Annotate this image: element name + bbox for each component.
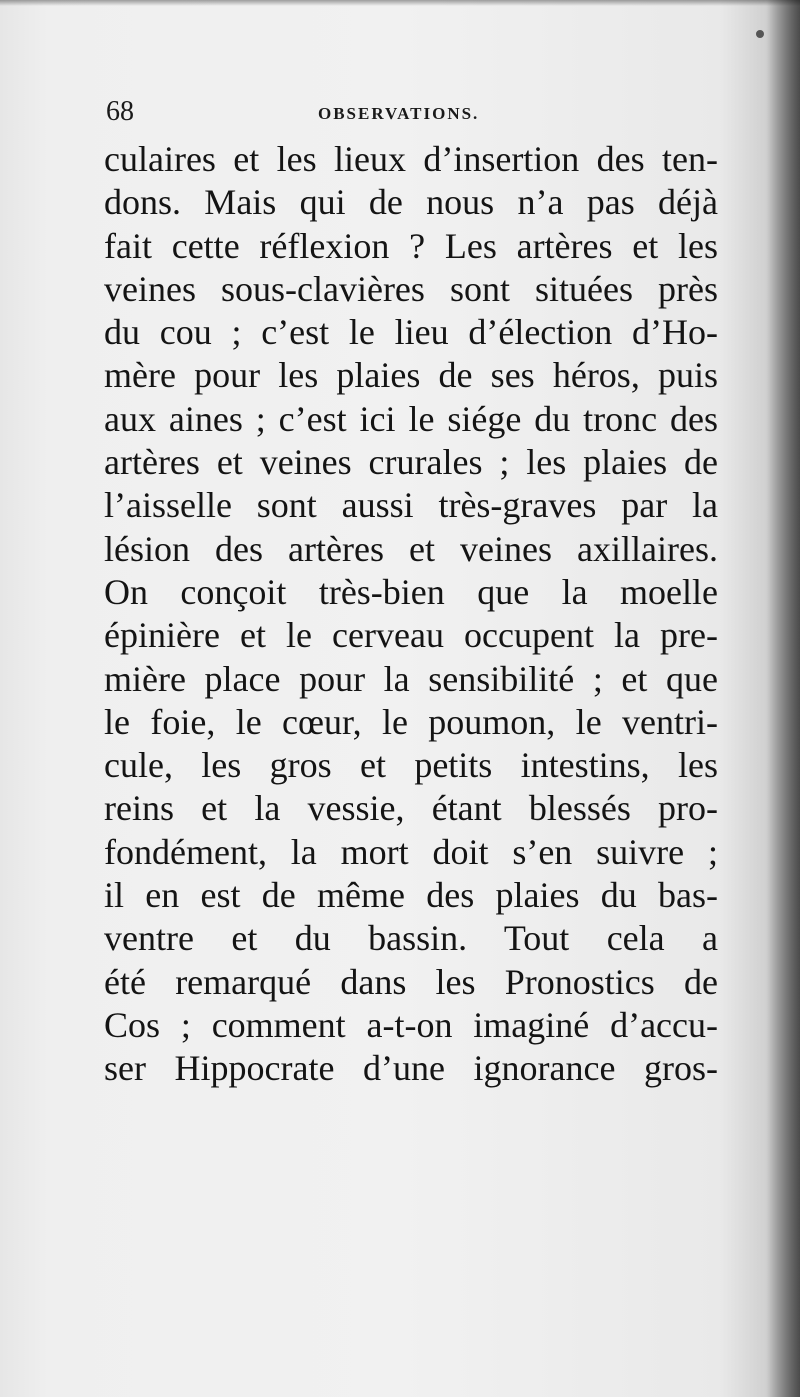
text-line: été remarqué dans les Pronostics de bbox=[104, 961, 718, 1002]
text-line: ventre et du bassin. Tout cela a bbox=[104, 918, 718, 959]
text-line: mère pour les plaies de ses héros, puis bbox=[104, 355, 718, 396]
body-text bbox=[104, 138, 718, 1091]
text-line: veines sous-clavières sont situées près bbox=[104, 268, 718, 309]
page-header bbox=[106, 96, 716, 136]
text-line: l’aisselle sont aussi très-graves par la bbox=[104, 485, 718, 526]
text-line: On conçoit très-bien que la moelle bbox=[104, 571, 718, 612]
text-line: le foie, le cœur, le poumon, le ventri- bbox=[104, 701, 718, 742]
text-line: fondément, la mort doit s’en suivre ; bbox=[104, 831, 718, 872]
ink-speck bbox=[756, 30, 764, 38]
text-line: ser Hippocrate d’une ignorance gros- bbox=[104, 1048, 718, 1089]
text-line: fait cette réflexion ? Les artères et les bbox=[104, 225, 718, 266]
text-line: lésion des artères et veines axillaires. bbox=[104, 528, 718, 569]
text-line: culaires et les lieux d’insertion des ten- bbox=[104, 139, 718, 179]
text-line: mière place pour la sensibilité ; et que bbox=[104, 658, 718, 699]
text-line: il en est de même des plaies du bas- bbox=[104, 875, 718, 916]
running-head: OBSERVATIONS. bbox=[318, 104, 480, 123]
page-number: 68 bbox=[106, 96, 134, 127]
page-top-shadow bbox=[0, 0, 800, 6]
text-line: Cos ; comment a-t-on imaginé d’accu- bbox=[104, 1004, 718, 1045]
text-line: aux aines ; c’est ici le siége du tronc des bbox=[104, 398, 718, 439]
page-binding-shadow bbox=[766, 0, 800, 1397]
text-line: épinière et le cerveau occupent la pre- bbox=[104, 615, 718, 656]
text-line: artères et veines crurales ; les plaies de bbox=[104, 442, 718, 483]
text-line: du cou ; c’est le lieu d’élection d’Ho- bbox=[104, 312, 718, 353]
text-line: cule, les gros et petits intestins, les bbox=[104, 745, 718, 786]
text-line: reins et la vessie, étant blessés pro- bbox=[104, 788, 718, 829]
text-line: dons. Mais qui de nous n’a pas déjà bbox=[104, 182, 718, 223]
